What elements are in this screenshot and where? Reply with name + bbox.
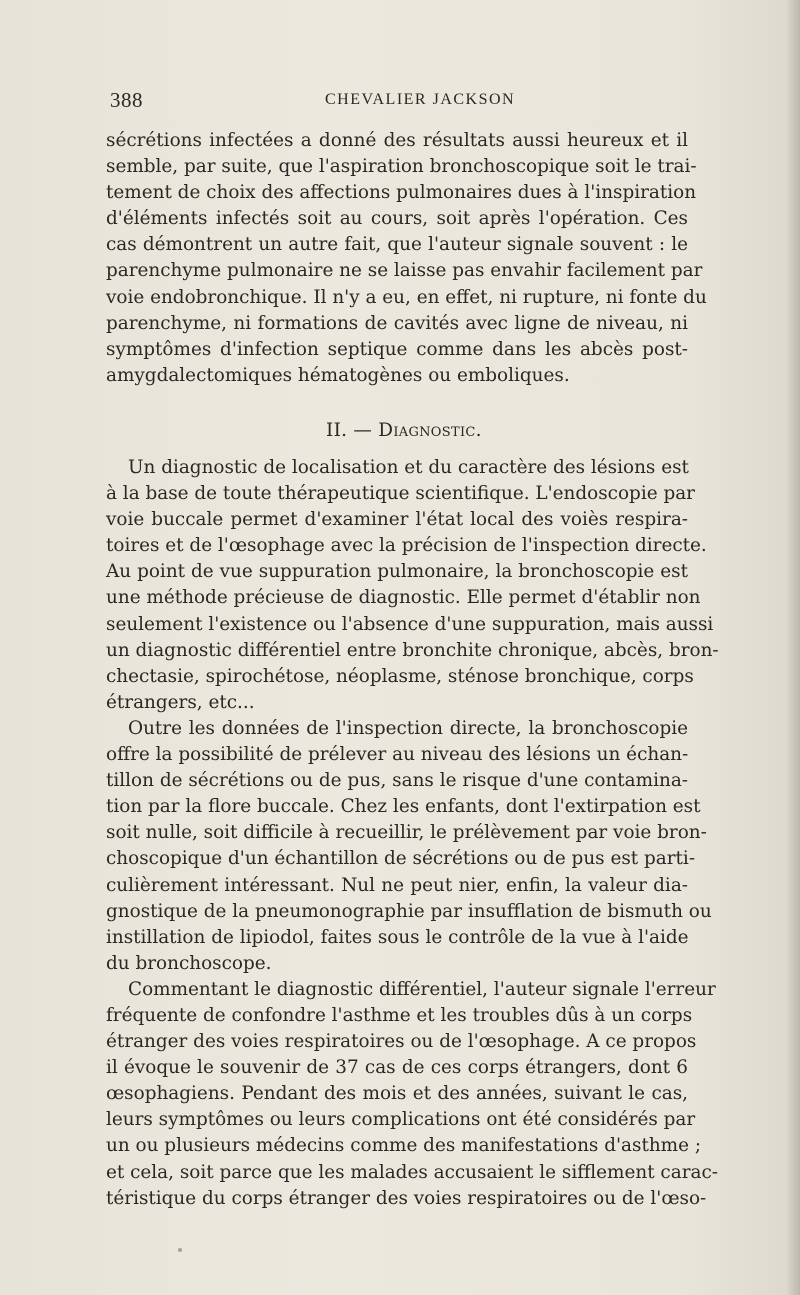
text-line: soit nulle, soit difficile à recueillir, le prélèvement par voie bron-	[106, 822, 707, 844]
paper-speck	[178, 1248, 182, 1252]
paragraph-continuation	[106, 128, 707, 389]
text-line: toires et de l'œsophage avec la précision de l'inspection directe.	[106, 535, 707, 557]
text-line: un diagnostic différentiel entre bronchite chronique, abcès, bron-	[106, 639, 719, 661]
page-header	[110, 88, 685, 114]
text-line: téristique du corps étranger des voies respiratoires ou de l'œso-	[106, 1187, 707, 1209]
text-line: tillon de sécrétions ou de pus, sans le risque d'une contamina-	[106, 770, 688, 792]
text-line: Commentant le diagnostic différentiel, l'auteur signale l'erreur	[128, 978, 716, 1000]
text-line: voie buccale permet d'examiner l'état local des voiès respira-	[106, 509, 688, 531]
page-edge-shadow	[786, 0, 800, 1295]
text-line: du bronchoscope.	[106, 952, 272, 974]
text-line: amygdalectomiques hématogènes ou emboliques.	[106, 364, 570, 386]
text-line: offre la possibilité de prélever au niveau des lésions un échan-	[106, 744, 689, 766]
text-line: étrangers, etc...	[106, 691, 255, 713]
text-line: Au point de vue suppuration pulmonaire, la bronchoscopie est	[106, 561, 688, 583]
section-title: Diagnostic.	[378, 420, 482, 441]
text-line: symptômes d'infection septique comme dans les abcès post-	[106, 338, 688, 360]
text-line: parenchyme, ni formations de cavités avec ligne de niveau, ni	[106, 312, 688, 334]
text-line: semble, par suite, que l'aspiration bronchoscopique soit le trai-	[106, 156, 697, 178]
text-line: sécrétions infectées a donné des résultats aussi heureux et il	[106, 130, 688, 151]
text-line: fréquente de confondre l'asthme et les troubles dûs à un corps	[106, 1004, 693, 1026]
text-line: instillation de lipiodol, faites sous le contrôle de la vue à l'aide	[106, 926, 689, 948]
text-line: culièrement intéressant. Nul ne peut nier, enfin, la valeur dia-	[106, 874, 688, 896]
text-line: parenchyme pulmonaire ne se laisse pas envahir facilement par	[106, 260, 703, 282]
text-line: une méthode précieuse de diagnostic. Elle permet d'établir non	[106, 587, 701, 609]
text-line: Un diagnostic de localisation et du caractère des lésions est	[128, 457, 689, 478]
page-number: 388	[110, 88, 143, 112]
text-line: leurs symptômes ou leurs complications ont été considérés par	[106, 1109, 696, 1131]
text-line: Outre les données de l'inspection directe, la bronchoscopie	[128, 717, 688, 739]
text-line: chectasie, spirochétose, néoplasme, sténose bronchique, corps	[106, 665, 694, 687]
section-heading	[326, 420, 482, 441]
text-line: gnostique de la pneumonographie par insufflation de bismuth ou	[106, 900, 712, 922]
running-head: CHEVALIER JACKSON	[325, 91, 516, 108]
section-body	[106, 455, 719, 1212]
text-line: choscopique d'un échantillon de sécrétions ou de pus est parti-	[106, 848, 696, 870]
text-line: œsophagiens. Pendant des mois et des années, suivant le cas,	[106, 1083, 688, 1105]
text-line: à la base de toute thérapeutique scientifique. L'endoscopie par	[106, 483, 695, 505]
text-line: il évoque le souvenir de 37 cas de ces corps étrangers, dont 6	[106, 1057, 688, 1079]
text-line: d'éléments infectés soit au cours, soit après l'opération. Ces	[106, 208, 688, 230]
text-line: tion par la flore buccale. Chez les enfants, dont l'extirpation est	[106, 796, 701, 818]
text-line: un ou plusieurs médecins comme des manifestations d'asthme ;	[106, 1135, 702, 1157]
text-line: tement de choix des affections pulmonaires dues à l'inspiration	[106, 182, 697, 204]
text-line: et cela, soit parce que les malades accusaient le sifflement carac-	[106, 1161, 718, 1183]
section-numeral: II. —	[326, 420, 373, 441]
text-line: cas démontrent un autre fait, que l'auteur signale souvent : le	[106, 234, 688, 256]
text-line: étranger des voies respiratoires ou de l'œsophage. A ce propos	[106, 1031, 697, 1053]
text-line: voie endobronchique. Il n'y a eu, en effet, ni rupture, ni fonte du	[106, 286, 707, 308]
text-line: seulement l'existence ou l'absence d'une suppuration, mais aussi	[106, 613, 714, 635]
